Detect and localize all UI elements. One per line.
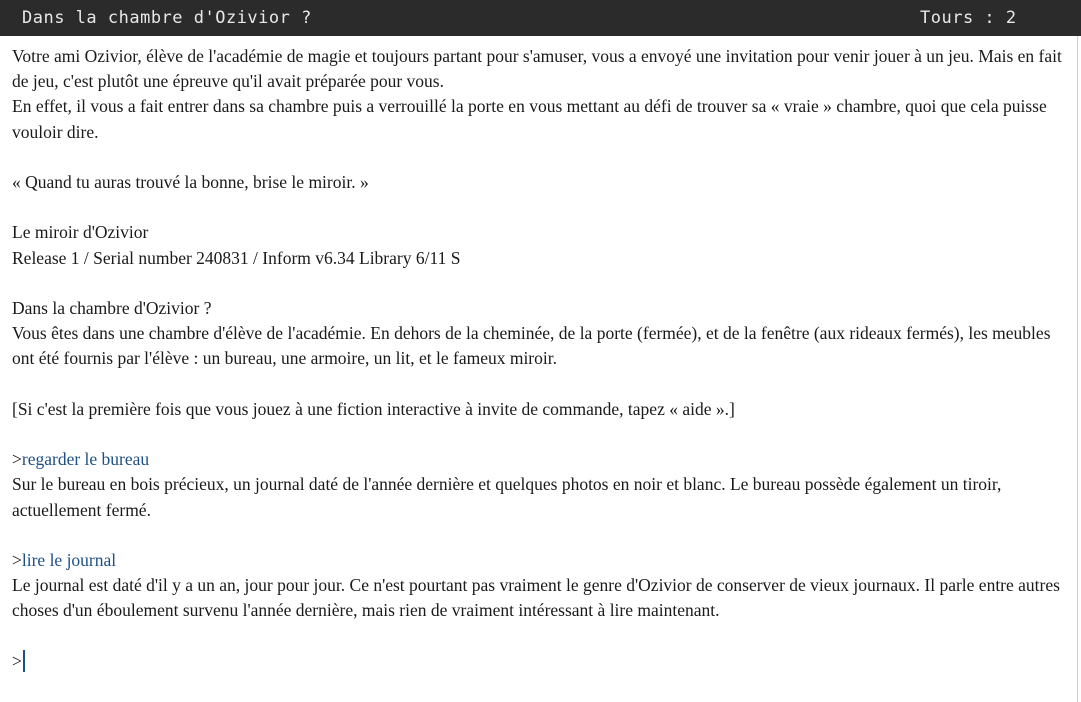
prompt-symbol: > <box>12 449 22 470</box>
command-line-2 <box>12 548 1065 573</box>
intro-paragraph-2: En effet, il vous a fait entrer dans sa chambre puis a verrouillé la porte en vous mettant au défi de trouver sa « vraie » chambre, quoi que cela puisse vouloir dire. <box>12 96 1047 142</box>
turn-counter: Tours : 2 <box>920 8 1017 28</box>
prompt-symbol: > <box>12 549 22 570</box>
release-info: Release 1 / Serial number 240831 / Inform v6.34 Library 6/11 S <box>12 247 461 268</box>
response-1: Sur le bureau en bois précieux, un journal daté de l'année dernière et quelques photos en noir et blanc. Le bureau possède également un tiroir, actuellement fermé. <box>12 474 1002 520</box>
input-line[interactable] <box>12 649 1065 674</box>
status-bar <box>0 0 1081 36</box>
location-title: Dans la chambre d'Ozivior ? <box>22 8 312 28</box>
command-text-2: lire le journal <box>21 549 117 570</box>
game-title: Le miroir d'Ozivior <box>12 222 149 243</box>
quote-text: « Quand tu auras trouvé la bonne, brise le miroir. » <box>12 172 369 192</box>
prompt-symbol: > <box>12 650 22 671</box>
response-2: Le journal est daté d'il y a un an, jour pour jour. Ce n'est pourtant pas vraiment le genre d'Ozivior de conserver de vieux journaux. Il parle entre autres choses d'un éboulement survenu l'année dernière, mais rien de vraiment intéressant à lire maintenant. <box>12 575 1060 621</box>
room-heading: Dans la chambre d'Ozivior ? <box>12 297 212 318</box>
command-text-1: regarder le bureau <box>21 449 150 470</box>
room-description: Vous êtes dans une chambre d'élève de l'académie. En dehors de la cheminée, de la porte (fermée), et de la fenêtre (aux rideaux fermés), les meubles ont été fournis par l'élève : un bureau, une armoire, un lit, et le fameux miroir. <box>12 323 1051 369</box>
intro-paragraph-1: Votre ami Ozivior, élève de l'académie de magie et toujours partant pour s'amuser, vous a envoyé une invitation pour venir jouer à un jeu. Mais en fait de jeu, c'est plutôt une épreuve qu'il avait préparée pour vous. <box>12 46 1062 92</box>
story-window[interactable] <box>0 36 1078 702</box>
text-cursor <box>23 650 25 672</box>
command-line-1 <box>12 447 1065 472</box>
help-hint: [Si c'est la première fois que vous jouez à une fiction interactive à invite de commande, tapez « aide ».] <box>12 398 735 419</box>
